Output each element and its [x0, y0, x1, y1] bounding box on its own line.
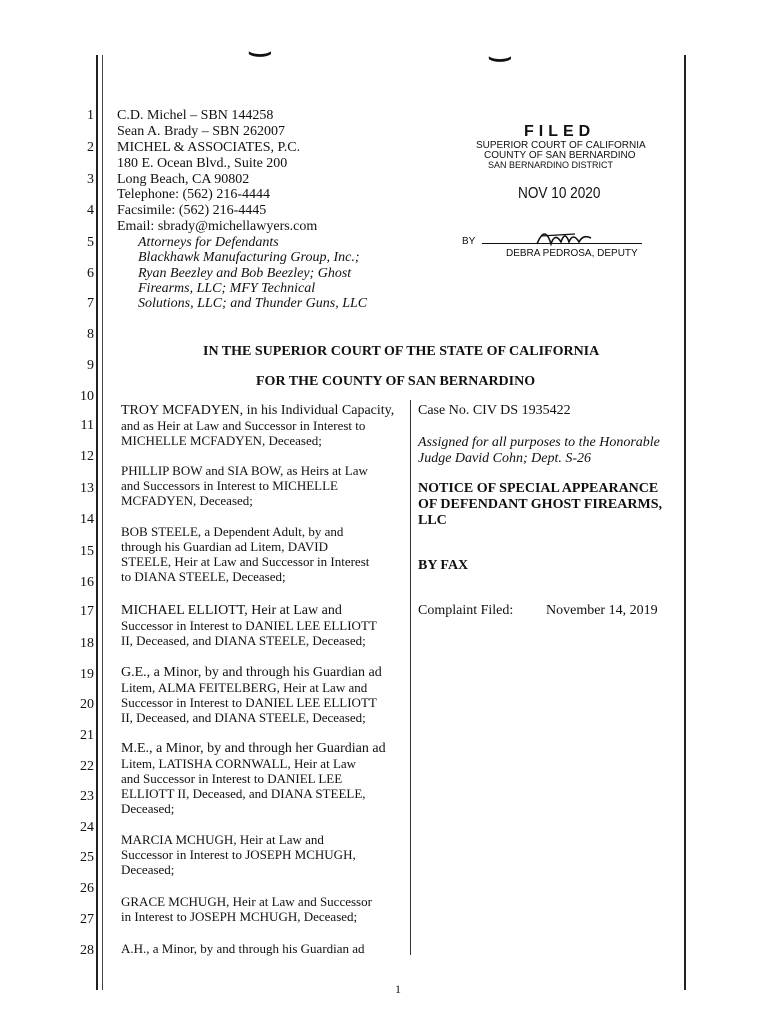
line-number: 9 [87, 358, 94, 373]
line-number: 23 [80, 789, 94, 804]
filed-stamp-court: SUPERIOR COURT OF CALIFORNIA [476, 140, 646, 151]
scan-mark-left: ⌣ [247, 40, 273, 66]
notice-title-line: OF DEFENDANT GHOST FIREARMS, [418, 497, 662, 512]
line-number: 13 [80, 481, 94, 496]
counsel-line: Facsimile: (562) 216-4445 [117, 203, 267, 218]
notice-title-line: NOTICE OF SPECIAL APPEARANCE [418, 481, 659, 496]
left-margin-rule [96, 55, 98, 990]
right-margin-rule [684, 55, 686, 990]
counsel-line: Long Beach, CA 90802 [117, 172, 250, 187]
party-line: and Successor in Interest to DANIEL LEE [121, 771, 343, 786]
attorneys-for-line: Solutions, LLC; and Thunder Guns, LLC [138, 296, 368, 311]
line-number: 6 [87, 266, 94, 281]
filed-stamp-county: COUNTY OF SAN BERNARDINO [484, 150, 636, 161]
attorneys-for-line: Firearms, LLC; MFY Technical [138, 281, 316, 296]
filed-stamp-title: FILED [524, 123, 596, 140]
counsel-line: Telephone: (562) 216-4444 [117, 187, 270, 202]
line-number: 17 [80, 604, 94, 619]
party-line: M.E., a Minor, by and through her Guardian ad [121, 741, 386, 756]
complaint-filed-label: Complaint Filed: [418, 603, 514, 618]
line-number: 3 [87, 172, 94, 187]
line-number: 7 [87, 296, 94, 311]
party-line: to DIANA STEELE, Deceased; [121, 569, 286, 584]
filed-stamp-date: NOV 10 2020 [518, 185, 601, 202]
party-line: Deceased; [121, 801, 175, 816]
counsel-line: Sean A. Brady – SBN 262007 [117, 124, 285, 139]
line-number: 26 [80, 881, 94, 896]
party-line: A.H., a Minor, by and through his Guardian ad [121, 941, 365, 956]
party-line: Successor in Interest to DANIEL LEE ELLIOTT [121, 695, 377, 710]
party-line: and Successors in Interest to MICHELLE [121, 478, 338, 493]
party-line: GRACE MCHUGH, Heir at Law and Successor [121, 894, 372, 909]
court-county: FOR THE COUNTY OF SAN BERNARDINO [256, 374, 536, 389]
complaint-filed-date: November 14, 2019 [546, 603, 658, 618]
line-number: 22 [80, 759, 94, 774]
line-number: 11 [80, 418, 94, 433]
party-line: MICHELLE MCFADYEN, Deceased; [121, 433, 322, 448]
line-number: 1 [87, 108, 94, 123]
line-number: 20 [80, 697, 94, 712]
party-line: STEELE, Heir at Law and Successor in Interest [121, 554, 370, 569]
by-fax: BY FAX [418, 558, 469, 573]
party-line: BOB STEELE, a Dependent Adult, by and [121, 524, 344, 539]
line-number: 28 [80, 943, 94, 958]
party-line: ELLIOTT II, Deceased, and DIANA STEELE, [121, 786, 366, 801]
caption-divider [410, 400, 411, 955]
party-line: MCFADYEN, Deceased; [121, 493, 253, 508]
line-number: 19 [80, 667, 94, 682]
party-line: II, Deceased, and DIANA STEELE, Deceased; [121, 710, 366, 725]
party-line: Litem, LATISHA CORNWALL, Heir at Law [121, 756, 357, 771]
line-number: 5 [87, 235, 94, 250]
party-line: and as Heir at Law and Successor in Interest to [121, 418, 366, 433]
party-line: G.E., a Minor, by and through his Guardian ad [121, 665, 382, 680]
party-line: MARCIA MCHUGH, Heir at Law and [121, 832, 324, 847]
left-margin-rule-inner [102, 55, 103, 990]
court-title: IN THE SUPERIOR COURT OF THE STATE OF CALIFORNIA [203, 344, 600, 359]
line-number: 8 [87, 327, 94, 342]
counsel-line: MICHEL & ASSOCIATES, P.C. [117, 140, 301, 155]
party-line: MICHAEL ELLIOTT, Heir at Law and [121, 603, 342, 618]
assignment-line: Assigned for all purposes to the Honorable [418, 435, 660, 450]
line-number: 10 [80, 389, 94, 404]
party-line: II, Deceased, and DIANA STEELE, Deceased; [121, 633, 366, 648]
party-line: Deceased; [121, 862, 175, 877]
filed-stamp-district: SAN BERNARDINO DISTRICT [488, 160, 614, 170]
line-number: 25 [80, 850, 94, 865]
attorneys-for-line: Blackhawk Manufacturing Group, Inc.; [138, 250, 360, 265]
page-number: 1 [395, 982, 401, 996]
party-line: in Interest to JOSEPH MCHUGH, Deceased; [121, 909, 358, 924]
attorneys-for-line: Attorneys for Defendants [138, 235, 279, 250]
line-number: 16 [80, 575, 94, 590]
line-number: 4 [87, 203, 94, 218]
filed-stamp-deputy: DEBRA PEDROSA, DEPUTY [506, 248, 638, 259]
party-line: Successor in Interest to DANIEL LEE ELLIOTT [121, 618, 377, 633]
counsel-line: C.D. Michel – SBN 144258 [117, 108, 274, 123]
line-number: 15 [80, 544, 94, 559]
counsel-line: 180 E. Ocean Blvd., Suite 200 [117, 156, 288, 171]
line-number: 2 [87, 140, 94, 155]
notice-title-line: LLC [418, 513, 447, 528]
party-line: Litem, ALMA FEITELBERG, Heir at Law and [121, 680, 368, 695]
party-line: TROY MCFADYEN, in his Individual Capacity, [121, 403, 395, 418]
line-number: 14 [80, 512, 94, 527]
party-line: Successor in Interest to JOSEPH MCHUGH, [121, 847, 356, 862]
line-number: 27 [80, 912, 94, 927]
line-number: 18 [80, 636, 94, 651]
attorneys-for-line: Ryan Beezley and Bob Beezley; Ghost [138, 266, 352, 281]
line-number: 24 [80, 820, 94, 835]
assignment-line: Judge David Cohn; Dept. S-26 [418, 451, 592, 466]
line-number: 21 [80, 728, 94, 743]
party-line: through his Guardian ad Litem, DAVID [121, 539, 329, 554]
counsel-email: Email: sbrady@michellawyers.com [117, 219, 318, 234]
party-line: PHILLIP BOW and SIA BOW, as Heirs at Law [121, 463, 368, 478]
line-number: 12 [80, 449, 94, 464]
scan-mark-right: ⌣ [487, 45, 513, 71]
case-number: Case No. CIV DS 1935422 [418, 403, 571, 418]
filed-stamp-by-label: BY [462, 236, 476, 247]
